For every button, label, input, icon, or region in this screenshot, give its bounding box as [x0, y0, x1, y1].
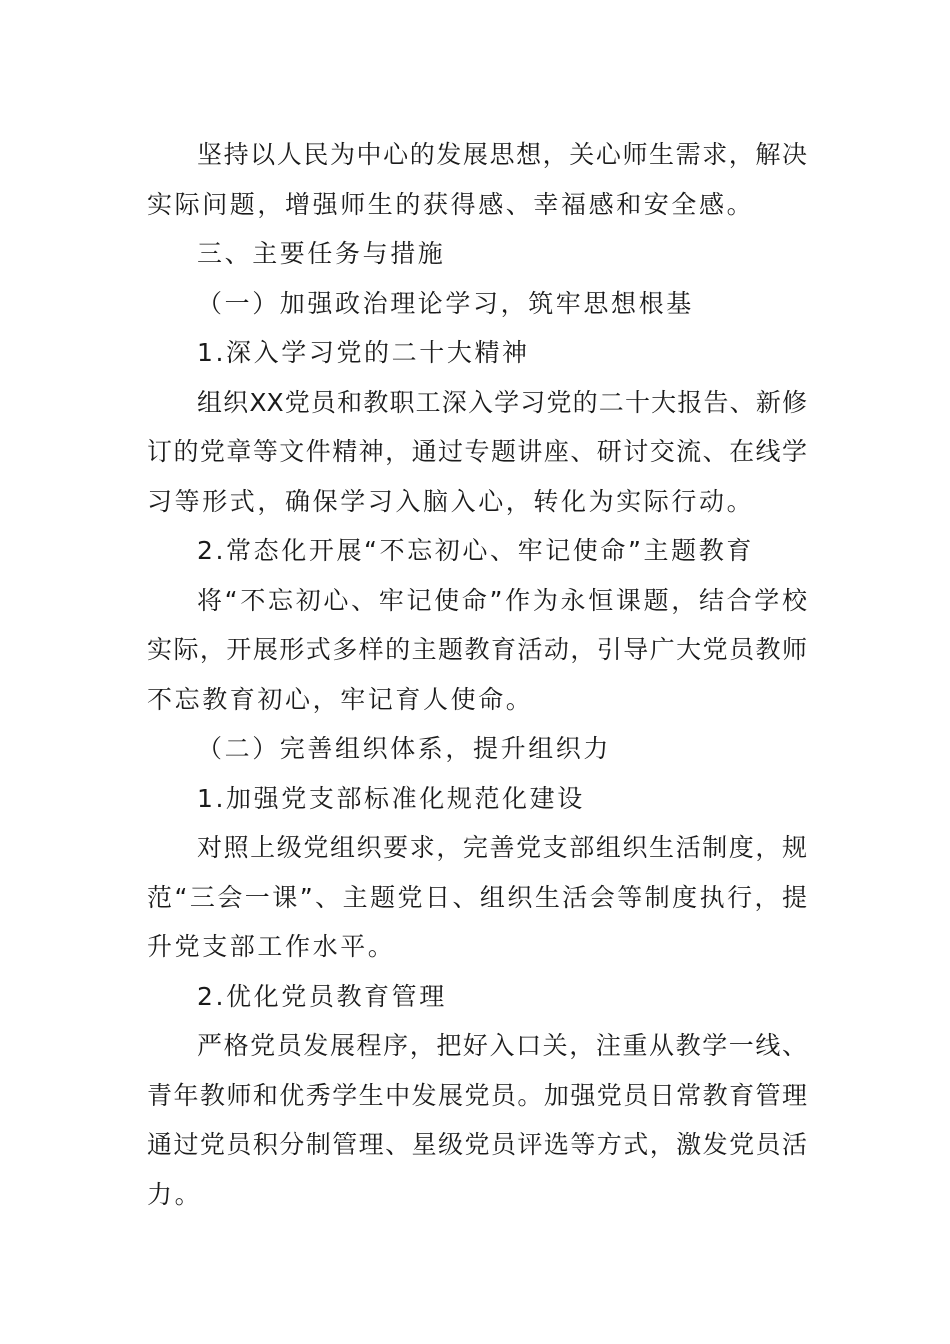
paragraph-line: 青年教师和优秀学生中发展党员。加强党员日常教育管理 [147, 1080, 807, 1110]
paragraph-line: 坚持以人民为中心的发展思想，关心师生需求，解决 [197, 140, 807, 169]
paragraph-line: 习等形式，确保学习入脑入心，转化为实际行动。 [147, 486, 755, 516]
paragraph-line: 对照上级党组织要求，完善党支部组织生活制度，规 [197, 833, 807, 862]
subsection-heading: （二）完善组织体系，提升组织力 [197, 734, 612, 763]
paragraph-line: 通过党员积分制管理、星级党员评选等方式，激发党员活 [147, 1130, 807, 1159]
paragraph-line: 实际问题，增强师生的获得感、幸福感和安全感。 [147, 189, 755, 219]
item-heading: 2.常态化开展“不忘初心、牢记使命”主题教育 [197, 536, 754, 565]
paragraph-line: 实际，开展形式多样的主题教育活动，引导广大党员教师 [147, 635, 807, 664]
paragraph-line: 升党支部工作水平。 [147, 932, 396, 961]
paragraph-line: 力。 [147, 1179, 203, 1209]
item-heading: 1.加强党支部标准化规范化建设 [197, 783, 585, 813]
paragraph-line: 将“不忘初心、牢记使命”作为永恒课题，结合学校 [197, 585, 807, 615]
item-heading: 1.深入学习党的二十大精神 [197, 338, 530, 367]
paragraph-line: 范“三会一课”、主题党日、组织生活会等制度执行，提 [147, 882, 807, 912]
item-heading: 2.优化党员教育管理 [197, 981, 447, 1011]
subsection-heading: （一）加强政治理论学习，筑牢思想根基 [197, 288, 694, 318]
paragraph-line: 组织XX党员和教职工深入学习党的二十大报告、新修 [197, 387, 807, 417]
document-body [147, 130, 807, 1219]
paragraph-line: 严格党员发展程序，把好入口关，注重从教学一线、 [197, 1031, 807, 1060]
paragraph-line: 订的党章等文件精神，通过专题讲座、研讨交流、在线学 [147, 437, 807, 466]
paragraph-line: 不忘教育初心，牢记育人使命。 [147, 684, 534, 714]
section-heading: 三、主要任务与措施 [197, 239, 446, 268]
